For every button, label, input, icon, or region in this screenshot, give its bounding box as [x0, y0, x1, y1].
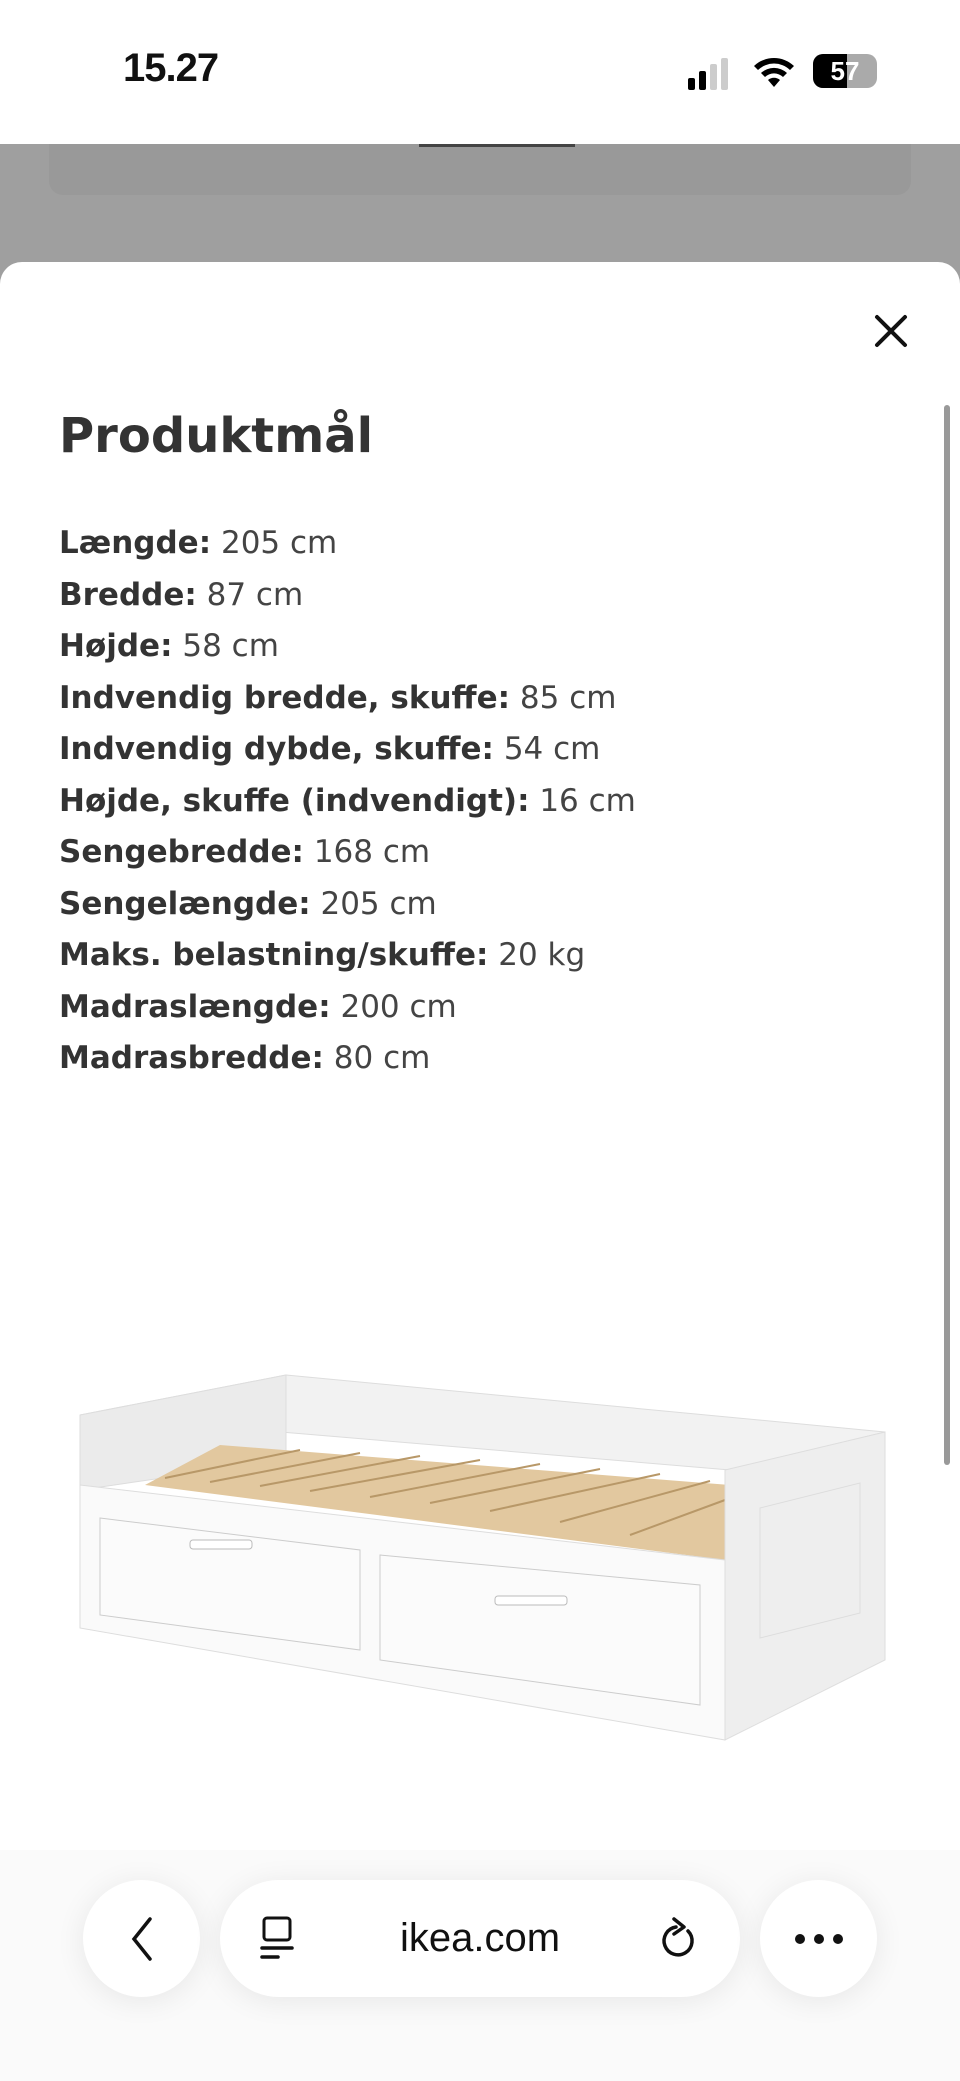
spec-row [59, 930, 636, 982]
spec-value: 205 cm [320, 885, 437, 922]
spec-value: 80 cm [333, 1040, 431, 1076]
spec-value: 20 kg [498, 937, 586, 973]
ellipsis-icon [794, 1932, 844, 1946]
spec-label: Længde: [59, 525, 212, 561]
spec-value: 87 cm [206, 576, 304, 613]
address-bar[interactable] [220, 1880, 740, 1997]
spec-row [59, 570, 636, 622]
spec-value: 85 cm [519, 679, 617, 716]
clock: 15.27 [123, 46, 219, 90]
spec-row [59, 673, 636, 725]
battery-level: 57 [830, 56, 860, 86]
reload-icon[interactable] [658, 1914, 702, 1964]
spec-row [59, 621, 636, 673]
spec-label: Indvendig bredde, skuffe: [59, 679, 511, 716]
dimension-list [59, 518, 636, 1085]
spec-value: 54 cm [503, 731, 601, 767]
spec-row [59, 518, 636, 570]
sheet-title: Produktmål [59, 408, 374, 464]
spec-value: 205 cm [220, 525, 338, 561]
spec-label: Maks. belastning/skuffe: [59, 937, 489, 973]
spec-label: Sengelængde: [59, 885, 311, 922]
spec-row [59, 827, 636, 879]
spec-value: 200 cm [340, 988, 457, 1025]
scrollbar[interactable] [944, 405, 950, 1465]
spec-label: Bredde: [59, 576, 197, 613]
back-button[interactable] [83, 1880, 200, 1997]
status-bar [0, 0, 960, 144]
product-image-daybed [70, 1360, 890, 1760]
spec-label: Højde: [59, 628, 173, 664]
spec-value: 168 cm [313, 834, 431, 870]
spec-label: Sengebredde: [59, 834, 304, 870]
spec-label: Madrasbredde: [59, 1040, 324, 1076]
spec-row [59, 1033, 636, 1085]
spec-label: Højde, skuffe (indvendigt): [59, 782, 530, 819]
wifi-icon [752, 54, 796, 88]
browser-toolbar [0, 1850, 960, 2081]
background-card [49, 144, 911, 195]
chevron-left-icon [122, 1914, 162, 1964]
spec-row [59, 724, 636, 776]
spec-label: Indvendig dybde, skuffe: [59, 731, 494, 767]
spec-row [59, 776, 636, 828]
cellular-signal-icon [688, 58, 728, 90]
spec-value: 16 cm [539, 782, 636, 819]
battery-icon [813, 54, 877, 88]
more-button[interactable] [760, 1880, 877, 1997]
spec-label: Madraslængde: [59, 988, 331, 1025]
spec-row [59, 879, 636, 931]
spec-value: 58 cm [182, 628, 279, 664]
spec-row [59, 982, 636, 1034]
reader-tabs-icon [258, 1914, 298, 1964]
close-icon[interactable] [870, 310, 912, 352]
url-text: ikea.com [399, 1916, 561, 1960]
